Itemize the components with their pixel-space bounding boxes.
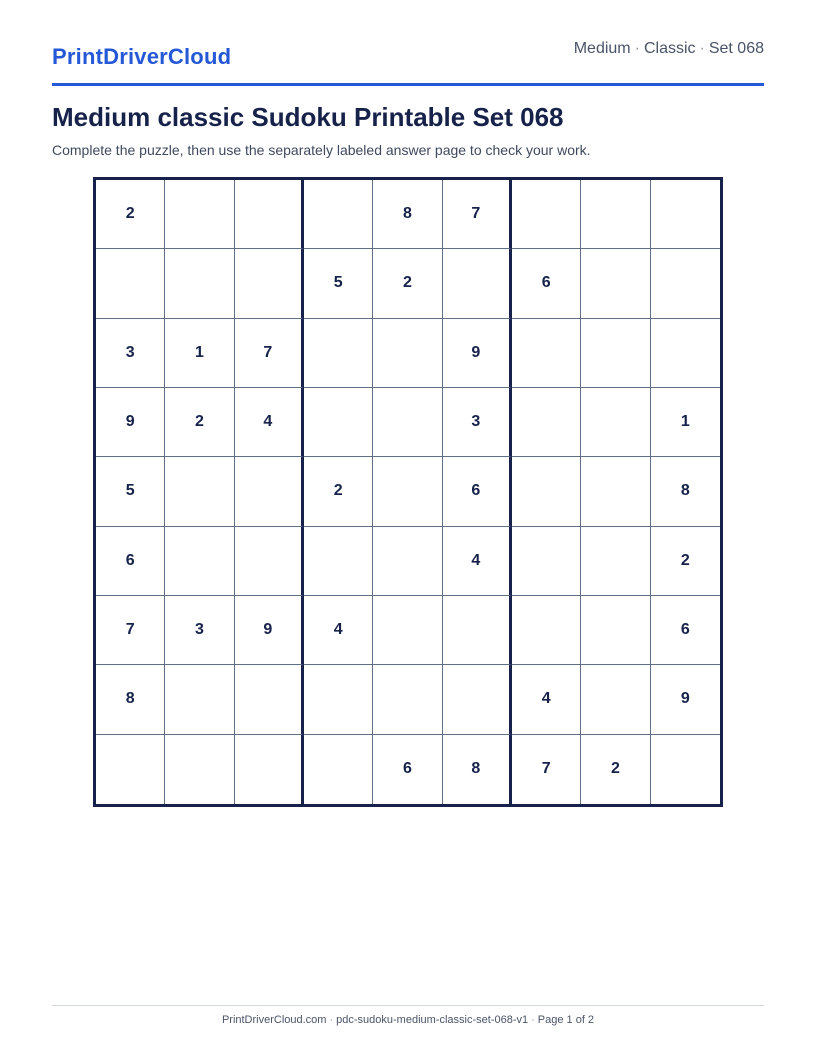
given-cell: 9 [96, 388, 165, 457]
given-cell: 5 [96, 457, 165, 526]
page-header [52, 30, 764, 86]
empty-cell[interactable] [443, 249, 512, 318]
empty-cell[interactable] [651, 249, 720, 318]
empty-cell[interactable] [235, 180, 304, 249]
given-cell: 4 [443, 527, 512, 596]
footer-separator: · [531, 1014, 535, 1026]
given-cell: 7 [235, 319, 304, 388]
empty-cell[interactable] [581, 665, 650, 734]
empty-cell[interactable] [304, 665, 373, 734]
empty-cell[interactable] [512, 457, 581, 526]
given-cell: 1 [165, 319, 234, 388]
empty-cell[interactable] [235, 249, 304, 318]
empty-cell[interactable] [651, 319, 720, 388]
empty-cell[interactable] [96, 735, 165, 804]
given-cell: 6 [96, 527, 165, 596]
empty-cell[interactable] [651, 735, 720, 804]
empty-cell[interactable] [512, 180, 581, 249]
given-cell: 6 [443, 457, 512, 526]
empty-cell[interactable] [96, 249, 165, 318]
given-cell: 7 [512, 735, 581, 804]
empty-cell[interactable] [304, 180, 373, 249]
empty-cell[interactable] [512, 319, 581, 388]
empty-cell[interactable] [304, 735, 373, 804]
set-label: Set 068 [708, 40, 764, 57]
given-cell: 2 [651, 527, 720, 596]
given-cell: 9 [651, 665, 720, 734]
given-cell: 3 [96, 319, 165, 388]
footer-site: PrintDriverCloud.com [221, 1014, 327, 1026]
given-cell: 1 [651, 388, 720, 457]
empty-cell[interactable] [235, 457, 304, 526]
empty-cell[interactable] [235, 735, 304, 804]
meta-separator: · [699, 40, 705, 57]
given-cell: 7 [443, 180, 512, 249]
empty-cell[interactable] [373, 596, 442, 665]
given-cell: 4 [235, 388, 304, 457]
empty-cell[interactable] [443, 665, 512, 734]
empty-cell[interactable] [304, 319, 373, 388]
empty-cell[interactable] [373, 457, 442, 526]
given-cell: 9 [235, 596, 304, 665]
given-cell: 2 [581, 735, 650, 804]
empty-cell[interactable] [581, 319, 650, 388]
given-cell: 2 [304, 457, 373, 526]
empty-cell[interactable] [581, 596, 650, 665]
given-cell: 6 [512, 249, 581, 318]
given-cell: 3 [443, 388, 512, 457]
given-cell: 3 [165, 596, 234, 665]
empty-cell[interactable] [443, 596, 512, 665]
empty-cell[interactable] [512, 527, 581, 596]
empty-cell[interactable] [581, 388, 650, 457]
empty-cell[interactable] [304, 388, 373, 457]
empty-cell[interactable] [581, 457, 650, 526]
given-cell: 2 [373, 249, 442, 318]
given-cell: 2 [165, 388, 234, 457]
page-title: Medium classic Sudoku Printable Set 068 [52, 102, 564, 132]
given-cell: 8 [96, 665, 165, 734]
empty-cell[interactable] [373, 527, 442, 596]
given-cell: 5 [304, 249, 373, 318]
empty-cell[interactable] [235, 665, 304, 734]
puzzle-meta [574, 40, 764, 58]
given-cell: 4 [512, 665, 581, 734]
given-cell: 4 [304, 596, 373, 665]
given-cell: 6 [373, 735, 442, 804]
empty-cell[interactable] [512, 388, 581, 457]
empty-cell[interactable] [165, 665, 234, 734]
empty-cell[interactable] [165, 527, 234, 596]
empty-cell[interactable] [165, 735, 234, 804]
footer-doc-id: pdc-sudoku-medium-classic-set-068-v1 [336, 1014, 529, 1026]
given-cell: 8 [651, 457, 720, 526]
footer-page-label: Page 1 of 2 [537, 1014, 595, 1026]
page-footer [0, 1014, 816, 1026]
footer-separator: · [329, 1014, 334, 1026]
sudoku-grid [93, 177, 723, 807]
empty-cell[interactable] [304, 527, 373, 596]
meta-separator: · [634, 40, 640, 57]
empty-cell[interactable] [235, 527, 304, 596]
difficulty-label: Medium [573, 40, 631, 57]
empty-cell[interactable] [165, 457, 234, 526]
empty-cell[interactable] [581, 527, 650, 596]
given-cell: 8 [443, 735, 512, 804]
empty-cell[interactable] [581, 249, 650, 318]
page-instructions: Complete the puzzle, then use the separately labeled answer page to check your work. [52, 142, 591, 158]
empty-cell[interactable] [581, 180, 650, 249]
given-cell: 2 [96, 180, 165, 249]
empty-cell[interactable] [373, 319, 442, 388]
given-cell: 9 [443, 319, 512, 388]
footer-divider [52, 1005, 764, 1006]
empty-cell[interactable] [165, 249, 234, 318]
empty-cell[interactable] [373, 665, 442, 734]
empty-cell[interactable] [651, 180, 720, 249]
brand-logo-text: PrintDriverCloud [52, 44, 232, 69]
given-cell: 6 [651, 596, 720, 665]
given-cell: 8 [373, 180, 442, 249]
empty-cell[interactable] [512, 596, 581, 665]
empty-cell[interactable] [165, 180, 234, 249]
given-cell: 7 [96, 596, 165, 665]
empty-cell[interactable] [373, 388, 442, 457]
style-label: Classic [643, 40, 696, 57]
